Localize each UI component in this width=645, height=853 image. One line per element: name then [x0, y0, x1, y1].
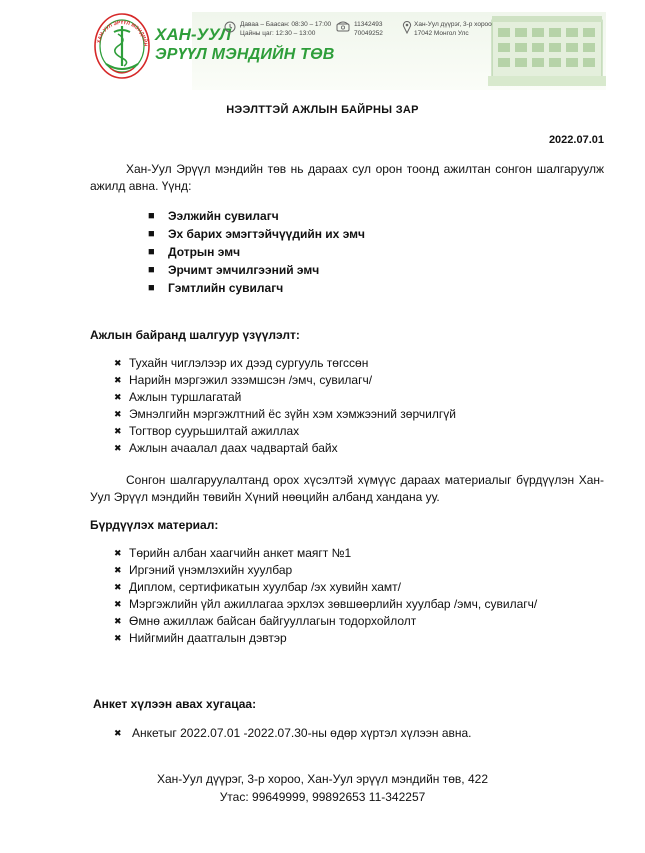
submission-paragraph: Сонгон шалгаруулалтанд орох хүсэлтэй хүмүүс дараах материалыг бүрдүүлэн Хан-Уул Эрүүл мэндийн төвийн Хүний нөөцийн албанд хандана уу. — [90, 473, 604, 504]
list-item: ✖ Ажлын ачаалал даах чадвартай байх — [114, 441, 338, 455]
list-item: ✖ Нарийн мэргэжил эзэмшсэн /эмч, сувилагч/ — [114, 373, 373, 387]
list-item: ✖ Тухайн чиглэлээр их дээд сургууль төгссөн — [114, 356, 369, 370]
positions-list — [148, 207, 365, 297]
list-item: ✖ Диплом, сертификатын хуулбар /эх хувийн хамт/ — [114, 580, 401, 594]
document-date: 2022.07.01 — [548, 134, 604, 146]
list-item: ✖ Өмнө ажиллаж байсан байгууллагын тодорхойлолт — [114, 614, 417, 628]
location-icon — [402, 20, 412, 34]
clock-icon — [224, 20, 236, 34]
deadline-list — [114, 725, 472, 742]
list-item: ✖ Ажлын туршлагатай — [114, 390, 242, 404]
footer-address: Хан-Уул дүүрэг, 3-р хороо, Хан-Уул эрүүл мэндийн төв, 422 — [156, 772, 488, 786]
list-item: ■ Ээлжийн сувилагч — [148, 209, 279, 223]
phone-icon — [336, 20, 350, 32]
footer-phone: Утас: 99649999, 99892653 11-342257 — [219, 790, 426, 804]
materials-list — [114, 545, 537, 647]
clinic-logo — [92, 8, 152, 88]
building-illustration — [488, 10, 606, 86]
intro-paragraph: Хан-Уул Эрүүл мэндийн төв нь дараах сул орон тоонд ажилтан сонгон шалгаруулж ажилд авна. Үүнд: — [90, 162, 604, 193]
letterhead — [92, 8, 606, 90]
hours-line2: Цайны цаг: 12:30 – 13:00 — [240, 30, 316, 37]
list-item: ✖ Анкетыг 2022.07.01 -2022.07.30-ны өдөр хүртэл хүлээн авна. — [114, 726, 472, 740]
phone-line1: 11342493 — [354, 21, 383, 28]
address-line2: 17042 Монгол Улс — [414, 30, 469, 37]
requirements-list — [114, 355, 456, 457]
list-item: ■ Эрчимт эмчилгээний эмч — [148, 263, 320, 277]
phone-line2: 70049252 — [354, 30, 383, 37]
list-item: ■ Дотрын эмч — [148, 245, 241, 259]
list-item: ✖ Тогтвор суурьшилтай ажиллах — [114, 424, 300, 438]
deadline-heading: Анкет хүлээн авах хугацаа: — [93, 697, 257, 711]
address-info — [414, 20, 492, 38]
list-item: ■ Эх барих эмэгтэйчүүдийн их эмч — [148, 227, 366, 241]
materials-heading: Бүрдүүлэх материал: — [90, 518, 219, 532]
address-line1: Хан-Уул дүүрэг, 3-р хороо — [414, 21, 492, 28]
list-item: ✖ Мэргэжлийн үйл ажиллагаа эрхлэх зөвшөөрлийн хуулбар /эмч, сувилагч/ — [114, 597, 538, 611]
hours-info — [240, 20, 331, 38]
list-item: ✖ Төрийн албан хаагчийн анкет маягт №1 — [114, 546, 352, 560]
list-item: ■ Гэмтлийн сувилагч — [148, 281, 284, 295]
hours-line1: Даваа – Баасан: 08:30 – 17:00 — [240, 21, 332, 28]
requirements-heading: Ажлын байранд шалгуур үзүүлэлт: — [90, 328, 300, 342]
phone-info — [354, 20, 383, 38]
list-item: ✖ Эмнэлгийн мэргэжлтний ёс зүйн хэм хэмжээний зөрчилгүй — [114, 407, 456, 421]
org-name-line1: ХАН-УУЛ — [155, 25, 232, 44]
list-item: ✖ Нийгмийн даатгалын дэвтэр — [114, 631, 287, 645]
logo-ring-text: ХАН-УУЛ ЭРҮҮЛ МЭНДИЙН — [96, 19, 149, 47]
list-item: ✖ Иргэний үнэмлэхийн хуулбар — [114, 563, 293, 577]
org-name-line2: ЭРҮҮЛ МЭНДИЙН ТӨВ — [155, 46, 335, 63]
page-title: НЭЭЛТТЭЙ АЖЛЫН БАЙРНЫ ЗАР — [226, 104, 419, 116]
